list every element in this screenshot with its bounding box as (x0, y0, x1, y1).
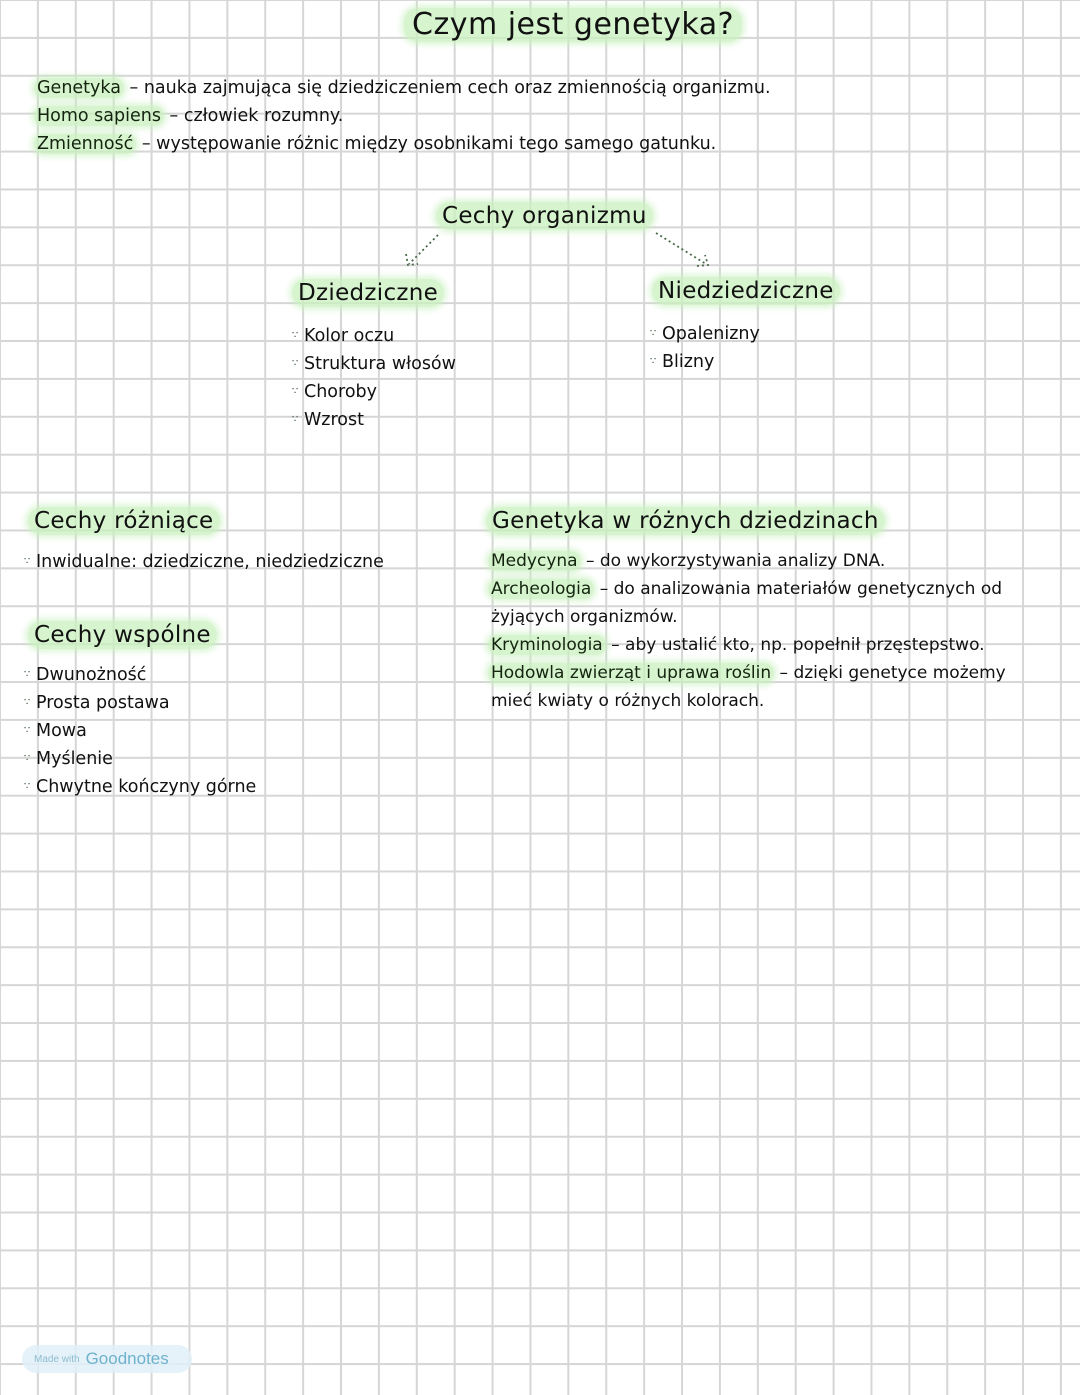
list-item (650, 348, 760, 376)
field-term: Hodowla zwierząt i uprawa roślin (488, 663, 774, 683)
bullet-icon: ∵ (292, 414, 298, 425)
bullet-icon: ∵ (650, 356, 656, 367)
field-entry-kryminologia (491, 631, 1006, 659)
watermark-made-with: Made with (34, 1353, 80, 1365)
fields-block (491, 547, 1006, 715)
heading-cechy-rozniace: Cechy różniące (28, 507, 220, 535)
field-entry-archeologia-cont (491, 603, 1006, 631)
definition-text: – człowiek rozumny. (163, 106, 344, 126)
field-term: Archeologia (488, 579, 594, 599)
bullet-icon: ∵ (24, 753, 30, 764)
diagram-root-heading: Cechy organizmu (436, 202, 653, 230)
field-text: – do analizowania materiałów genetycznych od (594, 579, 1003, 599)
list-item-text: Prosta postawa (36, 693, 170, 713)
field-entry-hodowla (491, 659, 1006, 687)
list-item (292, 350, 456, 378)
heading-genetyka-dziedziny: Genetyka w różnych dziedzinach (486, 507, 885, 535)
goodnotes-watermark (22, 1345, 192, 1373)
list-item-text: Kolor oczu (304, 326, 395, 346)
page-title: Czym jest genetyka? (404, 8, 742, 42)
definition-term: Homo sapiens (34, 106, 164, 126)
list-item (24, 745, 256, 773)
bullet-icon: ∵ (24, 556, 30, 567)
list-item-text: Opalenizny (662, 324, 760, 344)
field-term: Kryminologia (488, 635, 606, 655)
bullet-icon: ∵ (292, 386, 298, 397)
list-item-text: Mowa (36, 721, 87, 741)
definition-term: Zmienność (34, 134, 136, 154)
list-item (24, 689, 256, 717)
list-item-text: Struktura włosów (304, 354, 456, 374)
field-text: – aby ustalić kto, np. popełnił przęstepstwo. (605, 635, 985, 655)
list-item (24, 548, 384, 576)
list-item-text: Blizny (662, 352, 715, 372)
definition-genetyka (37, 74, 771, 102)
field-entry-hodowla-cont (491, 687, 1006, 715)
list-item-text: Dwunożność (36, 665, 147, 685)
list-dziedziczne (292, 322, 456, 434)
field-entry-medycyna (491, 547, 1006, 575)
bullet-icon: ∵ (24, 725, 30, 736)
field-term: Medycyna (488, 551, 581, 571)
list-item-text: Chwytne kończyny górne (36, 777, 257, 797)
list-cechy-rozniace (24, 548, 384, 576)
definition-homo-sapiens (37, 102, 771, 130)
list-item-text: Wzrost (304, 410, 364, 430)
list-niedziedziczne (650, 320, 760, 376)
heading-dziedziczne: Dziedziczne (292, 279, 444, 307)
definition-term: Genetyka (34, 78, 124, 98)
list-item-text: Inwidualne: dziedziczne, niedziedziczne (36, 552, 384, 572)
watermark-brand: Goodnotes (85, 1349, 169, 1368)
list-cechy-wspolne (24, 661, 256, 801)
list-item (24, 773, 256, 801)
bullet-icon: ∵ (24, 781, 30, 792)
field-text: – do wykorzystywania analizy DNA. (580, 551, 886, 571)
heading-niedziedziczne: Niedziedziczne (652, 277, 840, 305)
definition-zmiennosc (37, 130, 771, 158)
list-item (292, 406, 456, 434)
list-item (24, 661, 256, 689)
list-item-text: Choroby (304, 382, 377, 402)
bullet-icon: ∵ (24, 669, 30, 680)
field-text: – dzięki genetyce możemy (774, 663, 1006, 683)
list-item (292, 322, 456, 350)
list-item-text: Myślenie (36, 749, 113, 769)
arrow-right-icon (656, 233, 708, 266)
list-item (24, 717, 256, 745)
definitions-block (37, 74, 771, 158)
field-entry-archeologia (491, 575, 1006, 603)
bullet-icon: ∵ (292, 358, 298, 369)
list-item (292, 378, 456, 406)
definition-text: – występowanie różnic między osobnikami tego samego gatunku. (136, 134, 717, 154)
definition-text: – nauka zajmująca się dziedziczeniem cech oraz zmiennością organizmu. (123, 78, 771, 98)
arrow-left-icon (406, 235, 438, 265)
bullet-icon: ∵ (650, 328, 656, 339)
heading-cechy-wspolne: Cechy wspólne (28, 621, 217, 649)
field-text: żyjących organizmów. (491, 607, 678, 627)
field-text: mieć kwiaty o różnych kolorach. (491, 691, 765, 711)
bullet-icon: ∵ (292, 330, 298, 341)
list-item (650, 320, 760, 348)
bullet-icon: ∵ (24, 697, 30, 708)
